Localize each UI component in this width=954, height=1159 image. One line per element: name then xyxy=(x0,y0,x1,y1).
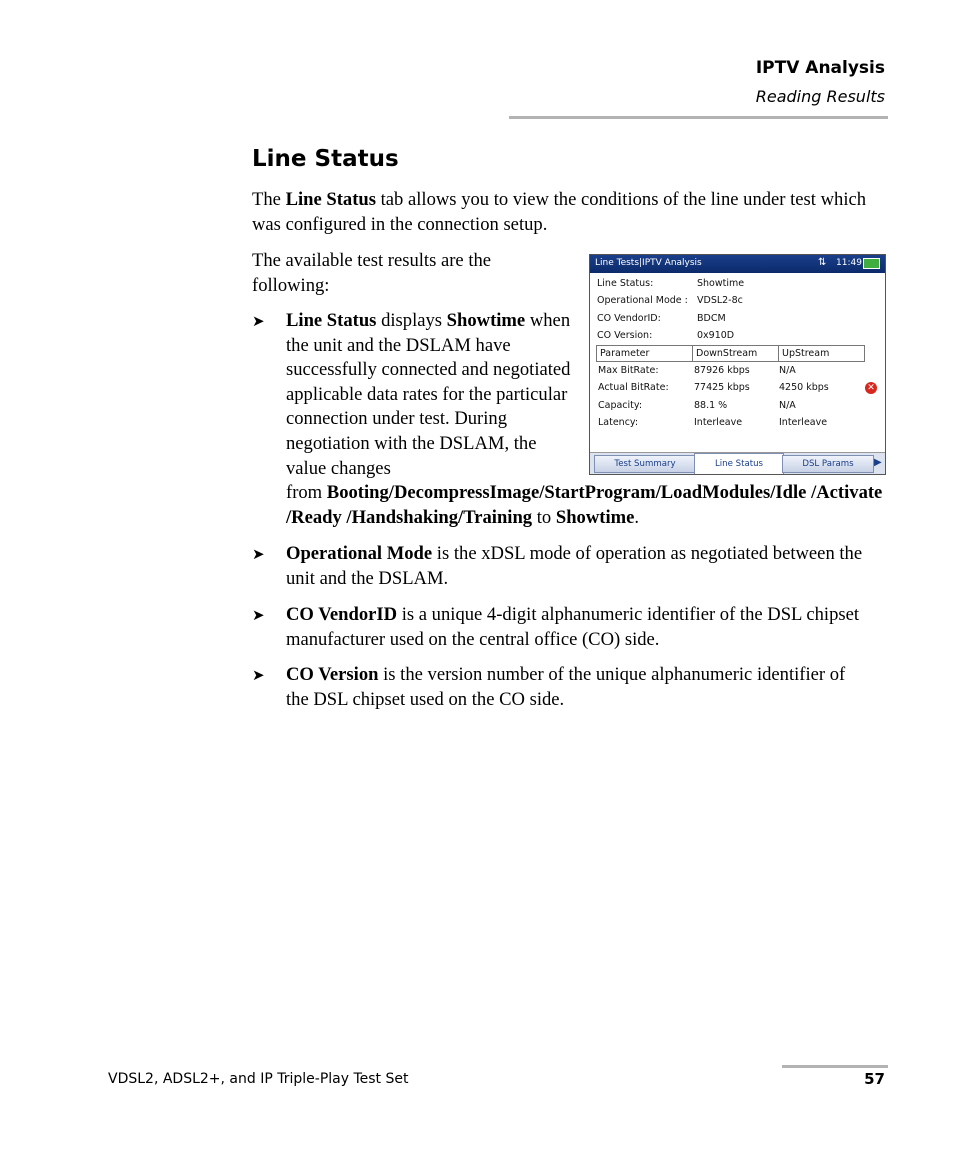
table-cell: 87926 kbps xyxy=(694,365,750,376)
bullet-arrow-icon: ➤ xyxy=(252,314,265,330)
battery-icon xyxy=(863,258,880,269)
table-cell: 77425 kbps xyxy=(694,382,750,393)
co-vendorid-label: CO VendorID: xyxy=(597,313,661,324)
device-clock: 11:49 xyxy=(836,258,862,268)
co-vendorid-value: BDCM xyxy=(697,313,726,324)
table-cell: Interleave xyxy=(779,417,828,428)
device-screenshot xyxy=(589,254,886,475)
device-title: Line Tests|IPTV Analysis xyxy=(595,258,702,268)
table-cell: Interleave xyxy=(694,417,743,428)
error-icon: ✕ xyxy=(865,382,877,394)
tab-scroll-right-icon[interactable]: ▶ xyxy=(874,457,882,468)
transfer-arrows-icon: ⇅ xyxy=(818,257,827,268)
intro-paragraph: The Line Status tab allows you to view the conditions of the line under test which was configured in the connection setup. xyxy=(252,189,867,235)
bullet-line-status-continued: from Booting/DecompressImage/StartProgram/LoadModules/Idle /Activate /Ready /Handshaking/Training to Showtime. xyxy=(286,482,883,528)
table-cell: 88.1 % xyxy=(694,400,728,411)
bullet-co-version: CO Version is the version number of the unique alphanumeric identifier of the DSL chipset used on the CO side. xyxy=(286,664,846,710)
header-parameter: Parameter xyxy=(597,346,693,362)
tab-line-status[interactable]: Line Status xyxy=(694,453,784,475)
header-upstream: UpStream xyxy=(779,346,865,362)
footer-product-name: VDSL2, ADSL2+, and IP Triple-Play Test Set xyxy=(108,1071,409,1087)
parameter-table-header xyxy=(596,345,865,362)
table-row-label: Max BitRate: xyxy=(598,365,659,376)
footer-rule xyxy=(782,1065,888,1068)
table-cell: N/A xyxy=(779,365,796,376)
bullet-co-vendorid: CO VendorID is a unique 4-digit alphanumeric identifier of the DSL chipset manufacturer used on the central office (CO) side. xyxy=(286,604,860,650)
tab-dsl-params[interactable]: DSL Params xyxy=(782,455,874,473)
operational-mode-label: Operational Mode : xyxy=(597,295,688,306)
page-number: 57 xyxy=(864,1070,885,1088)
bullet-arrow-icon: ➤ xyxy=(252,608,265,624)
chapter-title: IPTV Analysis xyxy=(755,58,885,78)
co-version-value: 0x910D xyxy=(697,330,735,341)
tab-test-summary[interactable]: Test Summary xyxy=(594,455,696,473)
section-title: Line Status xyxy=(252,146,399,172)
line-status-label: Line Status: xyxy=(597,278,654,289)
bullet-operational-mode: Operational Mode is the xDSL mode of operation as negotiated between the unit and the DSLAM. xyxy=(286,543,863,589)
table-row-label: Capacity: xyxy=(598,400,643,411)
table-cell: N/A xyxy=(779,400,796,411)
operational-mode-value: VDSL2-8c xyxy=(697,295,743,306)
header-rule xyxy=(509,116,888,119)
chapter-subtitle: Reading Results xyxy=(755,87,885,106)
bullet-arrow-icon: ➤ xyxy=(252,547,265,563)
bullet-arrow-icon: ➤ xyxy=(252,668,265,684)
header-downstream: DownStream xyxy=(693,346,779,362)
co-version-label: CO Version: xyxy=(597,330,653,341)
table-row-label: Latency: xyxy=(598,417,639,428)
line-status-value: Showtime xyxy=(697,278,745,289)
table-cell: 4250 kbps xyxy=(779,382,829,393)
device-title-bar xyxy=(590,255,885,273)
table-row-label: Actual BitRate: xyxy=(598,382,669,393)
available-results-text: The available test results are the following: xyxy=(252,250,492,296)
device-tab-bar xyxy=(590,452,885,475)
bullet-line-status: Line Status displays Showtime when the unit and the DSLAM have successfully connected and negotiated applicable data rates for the particular connection under test. During negotiation with the DSLAM, the value changes xyxy=(286,310,571,479)
